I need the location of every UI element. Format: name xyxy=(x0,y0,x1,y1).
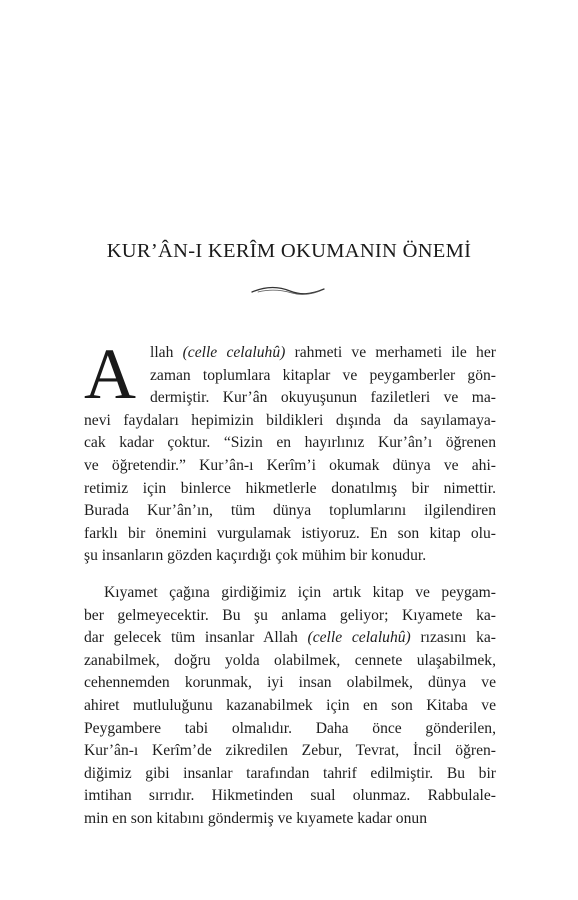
text-run: imtihan sırrıdır. Hikmetinden sual olunmaz. Rabbulale- xyxy=(84,787,496,805)
text-line xyxy=(84,523,496,546)
text-line xyxy=(84,455,496,478)
text-line xyxy=(84,740,496,763)
drop-cap: A xyxy=(84,334,136,414)
text-run: llah xyxy=(150,344,183,361)
text-run: ber gelmeyecektir. Bu şu anlama geliyor; Kıyamete ka- xyxy=(84,606,496,624)
text-run: cehennemden korunmak, iyi insan olabilmek, dünya ve xyxy=(84,674,496,692)
text-run: ve öğretendir.” Kur’ân-ı Kerîm’i okumak dünya ve ahi- xyxy=(84,456,496,474)
text-run: diğimiz gibi insanlar tarafından tahrif edilmiştir. Bu bir xyxy=(84,764,496,782)
text-run: retimiz için binlerce hikmetlerle donatılmış bir nimettir. xyxy=(84,479,496,497)
text-line xyxy=(84,545,496,568)
body-text xyxy=(84,334,496,830)
text-run: farklı bir önemini vurgulamak istiyoruz. En son kitap olu- xyxy=(84,524,496,542)
text-run: zanabilmek, doğru yolda olabilmek, cennete ulaşabilmek, xyxy=(84,651,496,669)
text-line xyxy=(84,365,496,388)
text-run: ahiret mutluluğunu kazanabilmek için en son Kitaba ve xyxy=(84,696,496,714)
text-run: rızasını ka- xyxy=(410,629,496,647)
text-run: min en son kitabını göndermiş ve kıyamete kadar onun xyxy=(84,809,427,827)
chapter-heading: KUR’ÂN-I KERÎM OKUMANIN ÖNEMİ xyxy=(106,240,472,262)
text-run: rahmeti ve merhameti ile her xyxy=(285,344,496,361)
text-line xyxy=(84,342,496,365)
swash-ornament-icon xyxy=(248,284,328,298)
text-line xyxy=(84,478,496,501)
italic-run: (celle celaluhû) xyxy=(182,344,286,361)
text-run: dermiştir. Kur’ân okuyuşunun faziletleri ve ma- xyxy=(150,389,496,407)
paragraph-2 xyxy=(84,582,496,831)
text-run: Kıyamet çağına girdiğimiz için artık kitap ve peygam- xyxy=(104,583,496,601)
text-line xyxy=(84,387,496,410)
text-run: Kur’ân-ı Kerîm’de zikredilen Zebur, Tevrat, İncil öğren- xyxy=(84,742,496,760)
text-line xyxy=(84,695,496,718)
text-line xyxy=(84,672,496,695)
text-run: nevi faydaları hepimizin bildikleri dışında da sayılamaya- xyxy=(84,411,496,429)
text-run: zaman toplumlara kitaplar ve peygamberler gön- xyxy=(150,366,496,384)
text-line xyxy=(84,763,496,786)
text-line xyxy=(84,432,496,455)
paragraph-1 xyxy=(84,334,496,568)
text-run: dar gelecek tüm insanlar Allah xyxy=(84,629,308,647)
text-run: cak kadar çoktur. “Sizin en hayırlınız Kur’ân’ı öğrenen xyxy=(84,434,496,452)
text-line xyxy=(84,500,496,523)
text-run: Burada Kur’ân’ın, tüm dünya toplumlarını ilgilendiren xyxy=(84,502,496,520)
text-line xyxy=(84,627,496,650)
text-line xyxy=(84,582,496,605)
italic-run: (celle celaluhû) xyxy=(307,629,411,647)
text-line xyxy=(84,808,496,831)
text-line xyxy=(84,650,496,673)
text-line xyxy=(84,785,496,808)
text-line xyxy=(84,718,496,741)
text-run: şu insanların gözden kaçırdığı çok mühim bir konudur. xyxy=(84,547,427,565)
text-run: Peygambere tabi olmalıdır. Daha önce gönderilen, xyxy=(84,719,496,737)
text-line xyxy=(84,410,496,433)
text-line xyxy=(84,605,496,628)
